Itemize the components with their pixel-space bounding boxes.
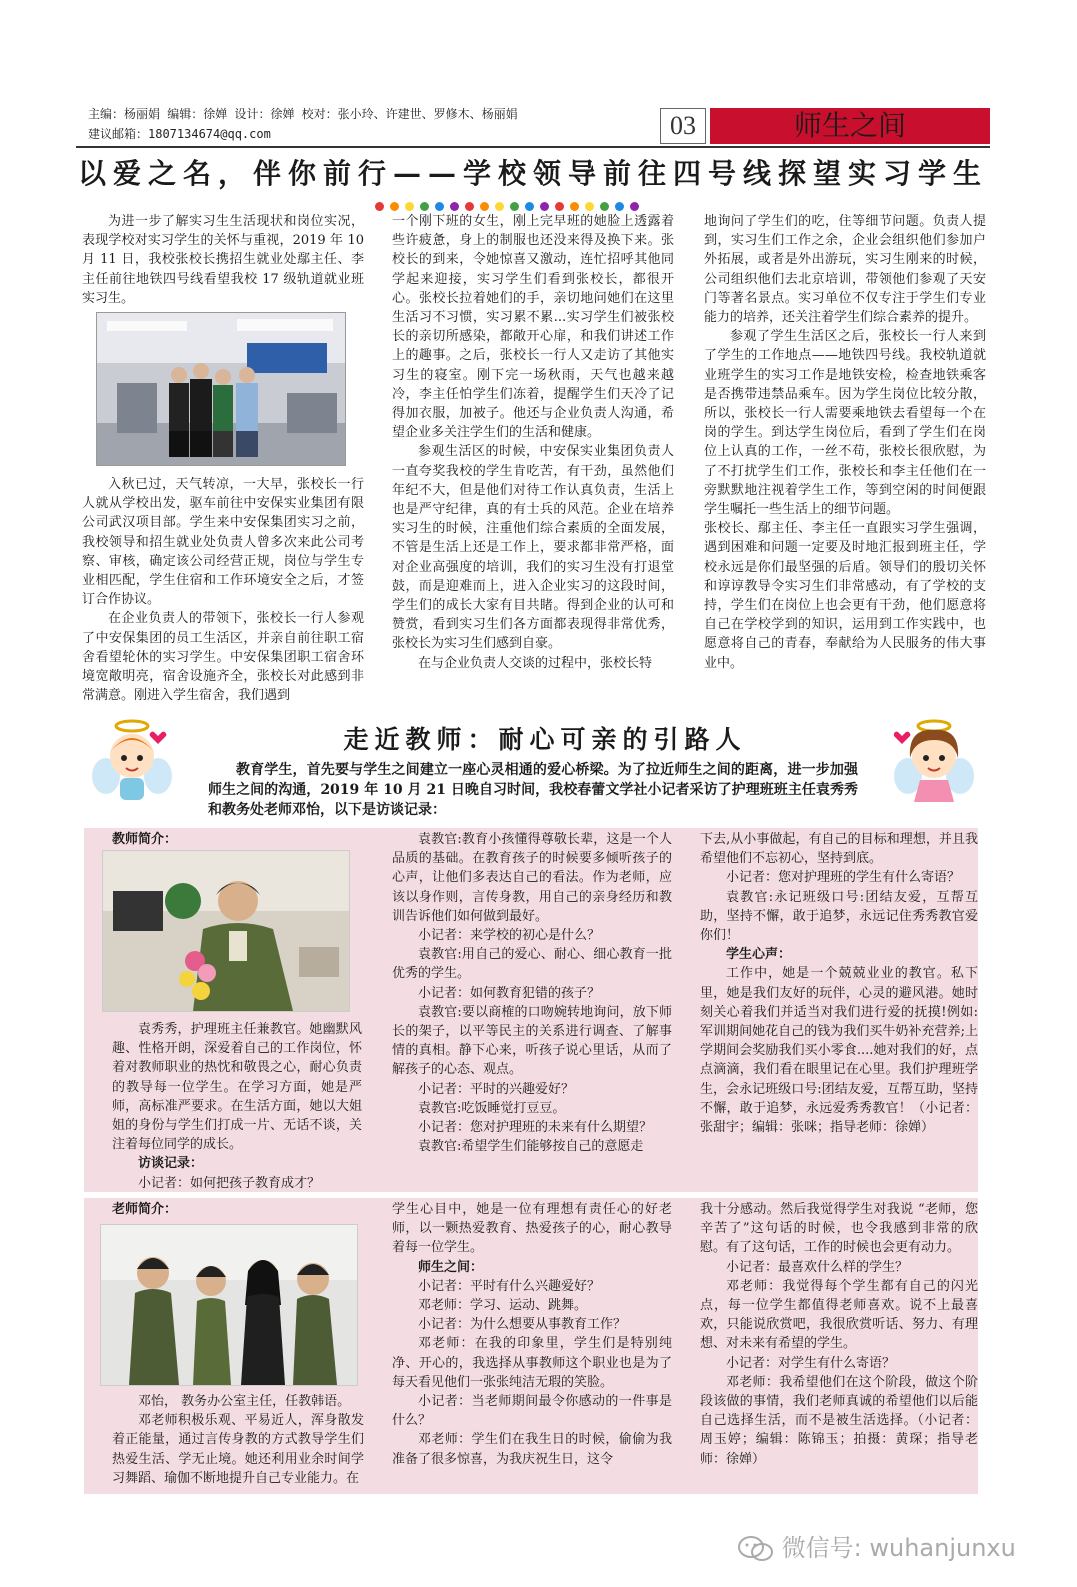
interview-line: 小记者：平时的兴趣爱好？ — [418, 1081, 575, 1097]
paragraph: 参观生活区的时候，中安保实业集团负责人一直夸奖我校的学生肯吃苦，有干劲，虽然他们年纪不大，但是他们对待工作认真负责，生活上也是严守纪律，真的有士兵的风范。企业在培养实习生的时候，注重他们综合素质的全面发展，不管是生活上还是工作上，要求都非常严格，面对企业高强度的培训，我们的实习生没有打退堂鼓，而是迎难而上，进入企业实习的这段时间，学生们的成长大家有目共睹。得到企业的认可和赞赏，看到实习生们各方面都表现得非常优秀，张校长为实习生们感到自豪。 — [392, 444, 674, 652]
interview-line: 小记者：如何教育犯错的孩子？ — [418, 985, 601, 1001]
paragraph: 一个刚下班的女生，刚上完早班的她脸上透露着些许疲惫，身上的制服也还没来得及换下来。张校长的到来，令她惊喜又激动，连忙招呼其他同学起来迎接，实习学生们看到张校长，都很开心。张校长拉着她们的手，亲切地问她们在这里生活习不习惯，实习累不累...实习学生们被张校长的亲切所感染，都敞开心扉，和我们讲述工作上的趣事。之后，张校长一行人又走访了其他实习生的寝室。刚下完一场秋雨，天气也越来越冷，李主任怕学生们冻着，提醒学生们天冷了记得加衣服，加被子。他还与企业负责人沟通，希望企业多关注学生们的生活和健康。 — [392, 214, 674, 441]
interview-line: 袁教官:用自己的爱心、耐心、细心教育一批优秀的学生。 — [392, 947, 672, 982]
masthead — [88, 104, 648, 144]
records-label: 访谈记录： — [138, 1156, 204, 1172]
between-label: 师生之间： — [418, 1259, 484, 1275]
interview-line: 小记者：当老师期间最令你感动的一件事是什么？ — [392, 1394, 672, 1429]
article1-col3 — [704, 212, 986, 673]
interview-question: 小记者：如何把孩子教育成才？ — [138, 1175, 321, 1191]
wechat-icon — [738, 1535, 774, 1563]
interview-line: 小记者：来学校的初心是什么？ — [418, 928, 601, 944]
interview-line: 袁教官:吃饭睡觉打豆豆。 — [418, 1100, 566, 1116]
interview-line: 邓老师：在我的印象里，学生们是特别纯净、开心的，我选择从事教师这个职业也是为了每天看见他们一张张纯洁无瑕的笑脸。 — [392, 1336, 672, 1390]
teacher2-col2 — [392, 1200, 672, 1469]
teacher2-col3 — [700, 1200, 978, 1469]
paragraph: 在与企业负责人交谈的过程中，张校长特 — [418, 655, 653, 671]
teacher1-col3 — [700, 830, 978, 1137]
article1-title: 以爱之名，伴你前行——学校领导前往四号线探望实习学生 — [77, 157, 988, 190]
decorative-dots — [372, 196, 692, 210]
interview-line: 学生心目中，她是一位有理想有责任心的好老师，以一颗热爱教育、热爱孩子的心，耐心教导着每一位学生。 — [392, 1202, 672, 1256]
interview-line: 邓老师：我觉得每个学生都有自己的闪光点，每一位学生都值得老师喜欢。说不上最喜欢，只能说欣赏吧，我很欣赏听话、努力、有理想、对未来有希望的学生。 — [700, 1278, 978, 1352]
paragraph: 为进一步了解实习生生活现状和岗位实况，表现学校对实习学生的关怀与重视，2019 年 10 月 11 日，我校张校长携招生就业处鄢主任、李主任前往地铁四号线看望我校 17 级轨道就业班实习生。 — [82, 214, 364, 306]
teacher2-bio: 邓怡， 教务办公室主任，任教韩语。 — [138, 1394, 351, 1409]
intro-paragraph: 教育学生，首先要与学生之间建立一座心灵相通的爱心桥梁。为了拉近师生之间的距离，进一步加强师生之间的沟通，2019 年 10 月 21 日晚自习时间，我校春蕾文学社小记者采访了护理班班主任袁秀秀和教务处老师邓怡，以下是访谈记录： — [208, 762, 858, 818]
angel-girl-icon — [894, 718, 974, 808]
wechat-watermark — [738, 1528, 1058, 1568]
section-title: 师生之间 — [710, 108, 990, 144]
angel-boy-icon — [92, 718, 172, 808]
teacher1-heading: 教师简介： — [112, 832, 178, 847]
metro-station-photo — [96, 312, 346, 466]
interview-line: 邓老师：学习、运动、跳舞。 — [418, 1298, 588, 1314]
article2-intro — [208, 760, 858, 820]
interview-line: 袁教官:教育小孩懂得尊敬长辈，这是一个人品质的基础。在教育孩子的时候要多倾听孩子的心声，让他们多表达自己的看法。作为老师，应该以身作则，言传身教，用自己的亲身经历和教训告诉他们如何做到最好。 — [392, 832, 672, 924]
teacher1-bio: 袁秀秀，护理班主任兼教官。她幽默风趣、性格开朗，深爱着自己的工作岗位，怀着对教师职业的热忱和敬畏之心，耐心负责的教导每一位学生。在学习方面，她是严师，高标准严要求。在生活方面，她以大姐姐的身份与学生们打成一片、无话不谈，关注着每位同学的成长。 — [112, 1022, 362, 1153]
teacher2-photo — [100, 1224, 358, 1386]
article1-col1 — [82, 212, 364, 308]
teacher2-bio-detail: 邓老师积极乐观、平易近人，浑身散发着正能量，通过言传身教的方式教导学生们热爱生活、学无止境。她还利用业余时间学习舞蹈、瑜伽不断地提升自己专业能力。在 — [112, 1413, 364, 1486]
paragraph: 地询问了学生们的吃，住等细节问题。负责人提到，实习生们工作之余，企业会组织他们参加户外拓展，或者是外出游玩，实习生刚来的时候，公司组织他们去北京培训，带领他们参观了天安门等著名景点。实习单位不仅专注于学生们专业能力的培养，还关注着学生们综合素养的提升。 — [704, 214, 986, 326]
teacher2-heading: 老师简介： — [112, 1202, 178, 1217]
interview-line: 小记者：最喜欢什么样的学生？ — [726, 1259, 909, 1275]
top-rule — [76, 146, 990, 148]
interview-line: 小记者：为什么想要从事教育工作？ — [418, 1317, 627, 1333]
teacher1-col2 — [392, 830, 672, 1156]
paragraph: 张校长、鄢主任、李主任一直跟实习学生强调，遇到困难和问题一定要及时地汇报到班主任，学校永远是你们最坚强的后盾。领导们的殷切关怀和谆谆教导令实习生们非常感动，有了学校的支持，学生们在岗位上也会更有干劲，他们愿意将自己在学校学到的知识，运用到工作实践中，也愿意将自己的青春，奉献给为人民服务的伟大事业中。 — [704, 521, 986, 671]
interview-line: 小记者：对学生有什么寄语？ — [726, 1355, 896, 1371]
watermark-text: 微信号: wuhanjunxu — [781, 1534, 1016, 1562]
article2-title: 走近教师：耐心可亲的引路人 — [343, 725, 747, 754]
teacher1-photo — [102, 850, 350, 1012]
interview-line: 邓老师：我希望他们在这个阶段，做这个阶段该做的事情，我们老师真诚的希望他们以后能自己选择生活，而不是被生活选择。（小记者：周玉婷；编辑：陈锦玉；拍摄：黄琛；指导老师：徐婵） — [700, 1374, 978, 1467]
teacher1-bio-block — [112, 1020, 362, 1193]
paragraph: 在企业负责人的带领下，张校长一行人参观了中安保集团的员工生活区，并亲自前往职工宿舍看望轮休的实习学生。中安保集团职工宿舍环境宽敞明亮，宿舍设施齐全，张校长对此感到非常满意。刚进入学生宿舍，我们遇到 — [82, 611, 364, 704]
article1-col1-lower — [82, 475, 364, 705]
interview-line: 我十分感动。然后我觉得学生对我说 “老师，您辛苦了”这句话的时候，也令我感到非常的欣慰。有了这句话，工作的时候也会更有动力。 — [700, 1202, 978, 1256]
interview-line: 邓老师：学生们在我生日的时候，偷偷为我准备了很多惊喜，为我庆祝生日，这令 — [392, 1432, 672, 1467]
student-voice: 工作中，她是一个兢兢业业的教官。私下里，她是我们友好的玩伴，心灵的避风港。她时刻关心着我们并适当对我们进行爱的抚摸!例如:军训期间她花自己的钱为我们买牛奶补充营养;上学期间会奖励我们买小零食....她对我们的好，点点滴滴，我们看在眼里记在心里。我们护理班学生，会永记班级口号:团结友爱，互帮互助，坚持不懈，敢于追梦，永远爱秀秀教官！（小记者：张甜宇；编辑：张咪；指导老师：徐婵） — [700, 966, 978, 1136]
interview-line: 小记者：您对护理班的未来有什么期望？ — [418, 1120, 653, 1136]
interview-line: 下去,从小事做起，有自己的目标和理想，并且我希望他们不忘初心，坚持到底。 — [700, 832, 978, 867]
photo-illustration — [97, 313, 345, 465]
teacher2-bio-block — [112, 1392, 364, 1488]
paragraph: 参观了学生生活区之后，张校长一行人来到了学生的工作地点——地铁四号线。我校轨道就业班学生的实习工作是地铁安检，检查地铁乘客是否携带违禁品乘车。因为学生岗位比较分散，所以，张校长一行人需要乘地铁去看望每一个在岗的学生。到达学生岗位后，看到了学生们在岗位上认真的工作，一丝不苟，张校长很欣慰，为了不打扰学生们工作，张校长和李主任他们在一旁默默地注视着学生工作，等到空闲的时间便跟学生嘱托一些生活上的细节问题。 — [704, 329, 986, 518]
article1-col2 — [392, 212, 674, 673]
interview-line: 袁教官:永记班级口号:团结友爱，互帮互助，坚持不懈，敢于追梦，永远记住秀秀教官爱你们！ — [700, 889, 978, 944]
interview-line: 袁教官:希望学生们能够按自己的意愿走 — [418, 1139, 644, 1155]
paragraph: 入秋已过，天气转凉，一大早，张校长一行人就从学校出发，驱车前往中安保实业集团有限公司武汉项目部。学生来中安保集团实习之前，我校领导和招生就业处负责人曾多次来此公司考察、审核，确定该公司经营正规，岗位与学生专业相匹配，学生住宿和工作环境安全之后，才签订合作协议。 — [82, 477, 364, 608]
student-voice-label: 学生心声： — [726, 947, 792, 963]
masthead-email: 建议邮箱：1807134674@qq.com — [88, 127, 271, 141]
masthead-credits: 主编：杨丽娟 编辑：徐婵 设计：徐婵 校对：张小玲、许建世、罗修木、杨丽娟 — [88, 107, 518, 121]
interview-line: 袁教官:要以商榷的口吻婉转地询问，放下师长的架子，以平等民主的关系进行调查、了解事情的真相。静下心来，听孩子说心里话，从而了解孩子的心态、观点。 — [392, 1004, 672, 1078]
interview-line: 小记者：您对护理班的学生有什么寄语？ — [726, 870, 961, 886]
interview-line: 小记者：平时有什么兴趣爱好？ — [418, 1278, 601, 1294]
page-number: 03 — [660, 108, 706, 144]
